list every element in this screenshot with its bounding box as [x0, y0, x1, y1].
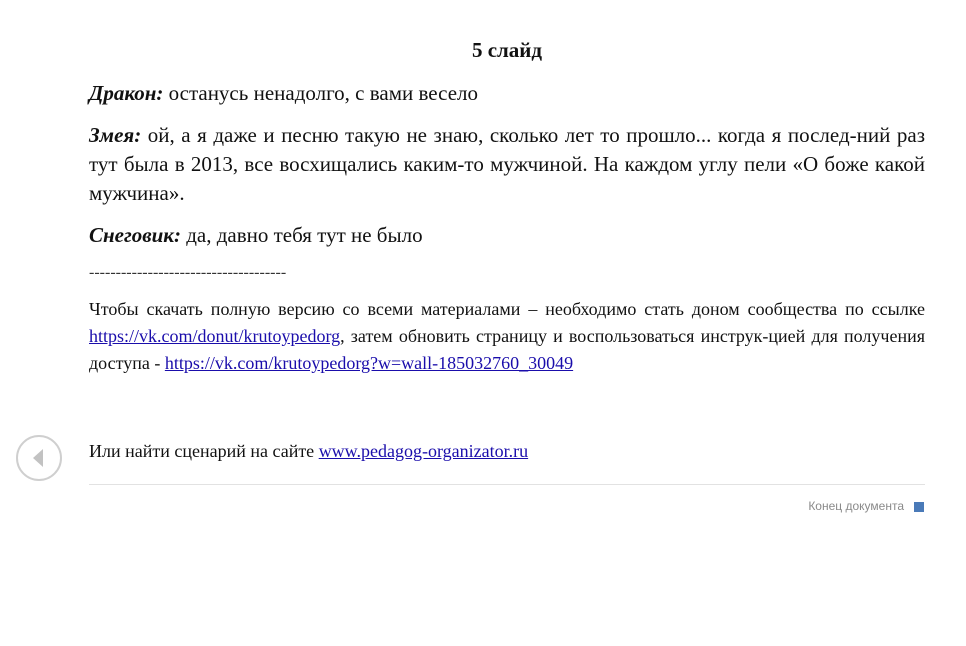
- dialogue-line: [89, 221, 925, 250]
- note-text: Чтобы скачать полную версию со всеми материалами – необходимо стать доном сообщества по ссылке: [89, 299, 925, 319]
- dialogue-text: ой, а я даже и песню такую не знаю, сколько лет то прошло... когда я послед-ний раз тут была в 2013, все восхищались каким-то мужчиной. На каждом углу пели «О боже какой мужчина».: [89, 123, 925, 205]
- dialogue-text: останусь ненадолго, с вами весело: [163, 81, 478, 105]
- back-button[interactable]: [16, 435, 62, 481]
- speaker-name: Дракон:: [89, 81, 164, 105]
- speaker-name: Змея:: [89, 123, 142, 147]
- chevron-left-icon: [18, 437, 60, 479]
- alternative-source: [89, 438, 528, 465]
- wall-post-link[interactable]: https://vk.com/krutoypedorg?w=wall-185032760_30049: [164, 353, 574, 373]
- footer-divider: [89, 484, 925, 485]
- download-note: [89, 296, 925, 377]
- dialogue-text: да, давно тебя тут не было: [180, 223, 423, 247]
- slide-title: 5 слайд: [471, 38, 543, 62]
- speaker-name: Снеговик:: [89, 223, 181, 247]
- site-link[interactable]: www.pedagog-organizator.ru: [318, 441, 529, 461]
- separator-line: -------------------------------------: [89, 264, 287, 281]
- note-text: , затем обновить страницу и воспользоваться инструк-цией для получения доступа -: [89, 326, 925, 373]
- donut-link[interactable]: https://vk.com/donut/krutoypedorg: [89, 326, 341, 346]
- end-of-document-label: Конец документа: [808, 499, 904, 513]
- dialogue-line: [89, 121, 925, 208]
- dialogue-line: [89, 79, 925, 108]
- alt-text: Или найти сценарий на сайте: [89, 441, 319, 461]
- document-body: [89, 36, 925, 377]
- end-square-icon: [914, 502, 924, 512]
